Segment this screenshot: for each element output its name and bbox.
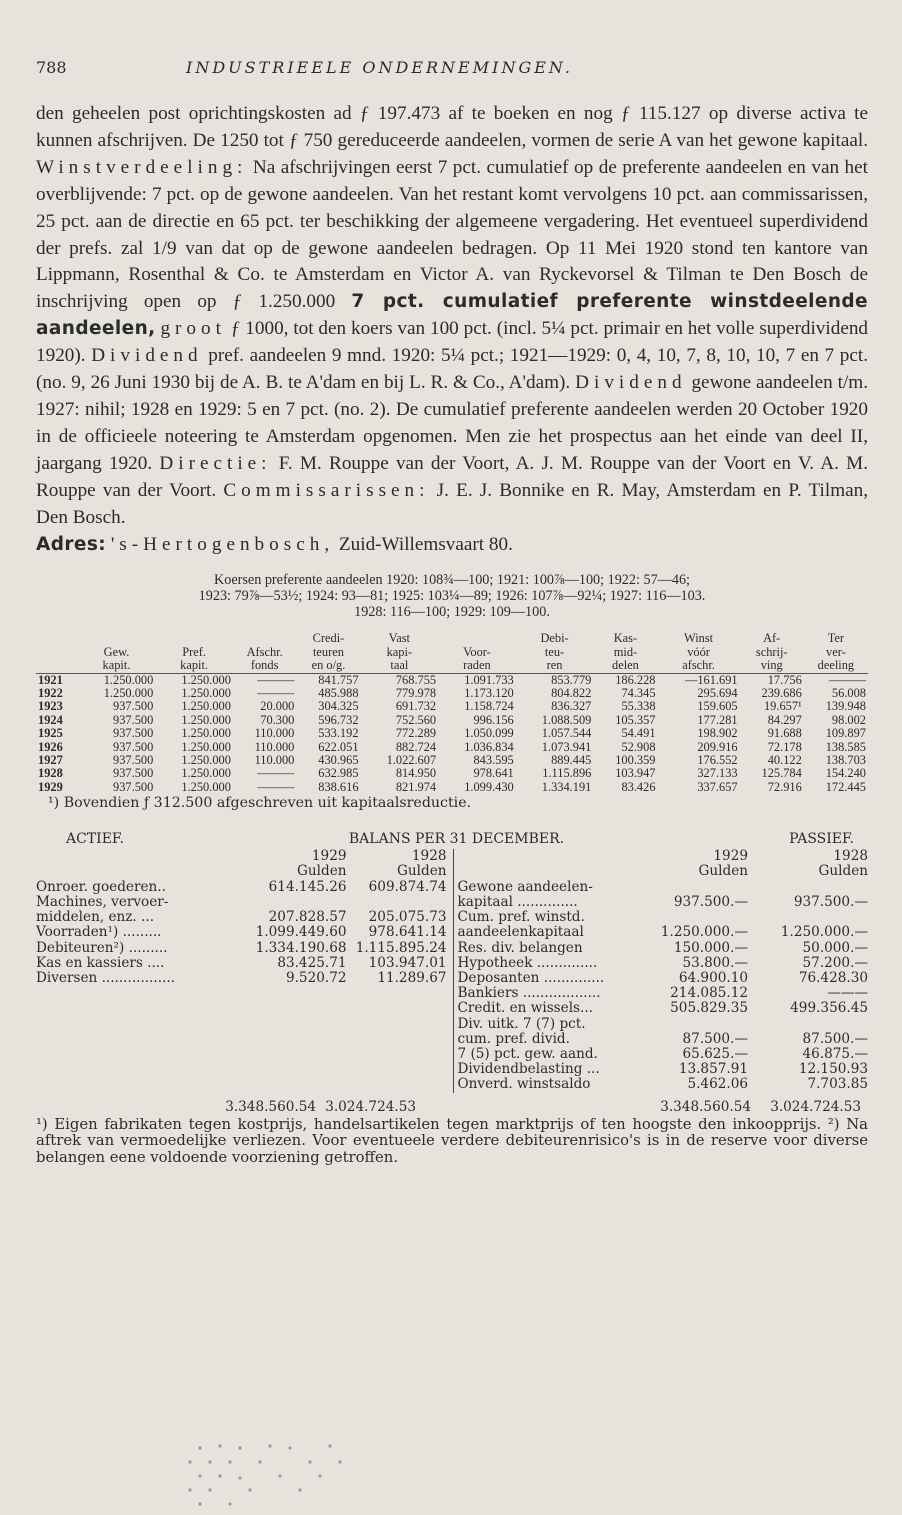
table-cell: 72.178: [767, 739, 802, 754]
fin-header-cell: Voor-: [463, 644, 491, 659]
fin-header-cell: [155, 632, 233, 645]
fin-header-cell: Pref.: [182, 644, 206, 659]
value-1928: [748, 880, 868, 895]
balance-row: [458, 1077, 869, 1092]
table-cell: 772.289: [395, 726, 437, 741]
value-1929: 13.857.91: [678, 1061, 748, 1078]
value-1928: [748, 910, 868, 925]
value-1928: 12.150.93: [798, 1061, 868, 1078]
table-cell: 430.965: [318, 753, 359, 768]
table-cell: 186.228: [615, 672, 656, 687]
table-cell: 100.359: [615, 753, 656, 768]
table-cell: 1.115.896: [542, 766, 592, 781]
table-row: [36, 687, 868, 700]
table-cell: 74.345: [621, 686, 656, 701]
year-header-row: [458, 849, 869, 864]
balance-row: [36, 895, 447, 910]
table-cell: 84.297: [767, 712, 802, 727]
passief-rows: [458, 880, 869, 1093]
passief-column: [454, 849, 869, 1092]
table-cell: 996.156: [473, 712, 514, 727]
unit-header-row: [458, 864, 869, 879]
table-cell: 937.500: [113, 726, 154, 741]
balance-row: [458, 925, 869, 940]
table-cell: 110.000: [254, 753, 295, 768]
value-1928: 978.641.14: [368, 924, 447, 941]
fin-header-cell: Winst: [684, 631, 714, 646]
row-year: 1923: [38, 699, 63, 714]
balance-row: [458, 1047, 869, 1062]
table-cell: 1.073.941: [541, 739, 592, 754]
year-1928: 1928: [411, 848, 447, 865]
table-cell: 1.173.120: [464, 686, 514, 701]
body-part-3: ƒ 1000, tot den koers van 100 pct. (incl. 5¼ pct. primair en het volle superdividend 1920).: [36, 318, 869, 367]
value-1929: 53.800.—: [682, 954, 748, 971]
balance-label: Onroer. goederen..: [36, 879, 166, 895]
table-cell: 109.897: [825, 726, 866, 741]
value-1928: 7.703.85: [807, 1076, 868, 1093]
dividend-gew-label: Dividend: [575, 372, 687, 394]
body-text: [36, 101, 868, 558]
balance-totals: [36, 1099, 868, 1115]
fin-header-cell: en o/g.: [296, 659, 360, 673]
table-cell: 814.950: [395, 766, 437, 781]
row-year: 1928: [38, 766, 63, 781]
fin-header-cell: kapit.: [78, 659, 156, 673]
balance-label: cum. pref. divid.: [457, 1031, 570, 1047]
koersen-line-2: 1923: 79⅞—53½; 1924: 93—81; 1925: 103¼—89; 1926: 107⅞—92¼; 1927: 116—103.: [198, 588, 706, 605]
balance-label: Kas en kassiers ....: [36, 955, 165, 971]
table-cell: 54.491: [621, 726, 656, 741]
table-row: [36, 781, 868, 794]
table-row: [36, 727, 868, 740]
table-cell: 19.657¹: [763, 699, 802, 714]
fin-header-cell: mid-: [613, 644, 638, 659]
value-1928: 11.289.67: [377, 969, 447, 986]
table-cell: 804.822: [551, 686, 592, 701]
value-1929: 1.334.190.68: [255, 939, 347, 956]
total-right-1928: 3.024.724.53: [770, 1098, 861, 1115]
fin-header-cell: ren: [516, 659, 594, 673]
fin-header-cell: [438, 632, 516, 645]
value-1929: 1.250.000.—: [660, 924, 748, 941]
balance-row: [458, 1062, 869, 1077]
row-year: 1929: [38, 779, 63, 794]
table-cell: 55.338: [621, 699, 656, 714]
table-cell: 937.500: [113, 739, 154, 754]
table-cell: 1.158.724: [464, 699, 514, 714]
value-1929: [252, 895, 347, 910]
row-year: 1927: [38, 753, 63, 768]
commissarissen-text: J. E. J. Bonnike en R. May, Amsterdam en P. Tilman, Den Bosch.: [36, 479, 869, 528]
value-1929: 87.500.—: [682, 1030, 748, 1047]
body-part-1: den geheelen post oprichtingskosten ad ƒ 197.473 af te boeken en nog ƒ 115.127 op diverse activa te kunnen afschrijven. De 1250 tot ƒ 750 gereduceerde aandeelen, vormen de serie A van het gewone kapitaal.: [36, 103, 868, 151]
balance-row: [36, 971, 447, 986]
fin-header-cell: Gew.: [103, 644, 130, 659]
actief-column: [36, 849, 454, 1092]
table-cell: 103.947: [615, 766, 656, 781]
fin-header-cell: kapi-: [386, 644, 413, 659]
table-cell: 139.948: [825, 699, 866, 714]
fin-header-cell: ver-: [826, 644, 846, 659]
balance-row: [36, 956, 447, 971]
table-cell: 843.595: [473, 753, 514, 768]
fin-header-cell: Afschr.: [246, 644, 283, 659]
adres-street: Zuid-Willemsvaart 80.: [338, 533, 513, 555]
table-cell: ———: [257, 686, 295, 701]
row-year: 1926: [38, 739, 63, 754]
balance-label: Debiteuren²) .........: [36, 940, 168, 956]
fin-header-row-1: [36, 632, 868, 645]
value-1928: ———: [827, 985, 868, 1002]
balance-label: middelen, enz. ...: [36, 910, 155, 926]
table-cell: 1.022.607: [386, 753, 437, 768]
balance-label: Gewone aandeelen-: [457, 879, 593, 895]
fin-header-row-3: [36, 659, 868, 673]
value-1928: [748, 1017, 868, 1032]
table-cell: 937.500: [113, 779, 154, 794]
value-1928: [347, 895, 447, 910]
fin-header-cell: Vast: [388, 631, 410, 646]
value-1928: 937.500.—: [793, 893, 868, 910]
table-cell: 1.250.000: [181, 672, 231, 687]
table-cell: 691.732: [395, 699, 437, 714]
table-cell: ———: [257, 672, 295, 687]
table-cell: ———: [828, 672, 866, 687]
balance-label: Dividendbelasting ...: [457, 1062, 600, 1078]
table-cell: 1.250.000: [181, 699, 231, 714]
total-right-1929: 3.348.560.54: [660, 1098, 751, 1115]
fin-header-cell: Debi-: [540, 631, 569, 646]
fin-header-cell: teu-: [544, 644, 565, 659]
fin-header-cell: afschr.: [658, 659, 740, 673]
body-part-4: pref. aandeelen 9 mnd. 1920: 5¼ pct.; 1921—1929: 0, 4, 10, 7, 8, 10, 10, 7 en 7 pct. (no. 9, 26 Juni 1930 bij de A. B. te A'dam en bij L. R. & Co., A'dam).: [36, 345, 869, 394]
table-cell: 1.250.000: [181, 739, 231, 754]
table-cell: 1.334.191: [541, 779, 592, 794]
balance-row: [36, 941, 447, 956]
table-cell: 752.560: [395, 712, 437, 727]
directie-label: Directie:: [159, 452, 272, 474]
year-1928: 1928: [833, 848, 868, 865]
fin-header-cell: Kas-: [613, 631, 638, 646]
value-1928: 50.000.—: [802, 939, 868, 956]
table-cell: 841.757: [318, 672, 359, 687]
balance-row: [458, 941, 869, 956]
balance-footnote: ¹) Eigen fabrikaten tegen kostprijs, handelsartikelen tegen marktprijs of ten hoogste den inkoopprijs. ²) Na aftrek van vermoedelijke verliezen. Voor eventueele verdere debiteurenrisico's is in de reserve voor diverse belangen eene voldoende voorziening getroffen.: [36, 1115, 868, 1167]
row-year: 1924: [38, 712, 63, 727]
fin-header-cell: [233, 632, 296, 645]
table-cell: 20.000: [260, 699, 295, 714]
fin-header-row-2: [36, 646, 868, 659]
fin-header-cell: ving: [740, 659, 804, 673]
printed-dot-pattern: [180, 1440, 360, 1510]
issue-bold-text: 7 pct. cumulatief preferente winstdeelende aandeelen,: [36, 291, 869, 340]
table-cell: 239.686: [761, 686, 802, 701]
table-cell: 1.250.000: [181, 779, 231, 794]
fin-header-cell: schrij-: [755, 644, 788, 659]
table-cell: 1.250.000: [103, 686, 154, 701]
balance-label: Onverd. winstsaldo: [457, 1077, 591, 1093]
value-1928: 87.500.—: [802, 1030, 868, 1047]
value-1928: 46.875.—: [802, 1045, 868, 1062]
table-row: [36, 673, 868, 687]
commissarissen-label: Commissarissen:: [223, 479, 430, 501]
balance-label: Bankiers ..................: [457, 986, 601, 1002]
year-1929: 1929: [713, 848, 748, 865]
table-cell: 632.985: [318, 766, 359, 781]
table-cell: 40.122: [767, 753, 802, 768]
unit-label: Gulden: [297, 863, 347, 880]
table-cell: 937.500: [113, 753, 154, 768]
table-cell: 17.756: [767, 672, 802, 687]
value-1928: 1.250.000.—: [780, 924, 868, 941]
table-cell: 98.002: [831, 712, 866, 727]
balance-heading: [36, 831, 868, 847]
table-cell: 72.916: [767, 779, 802, 794]
value-1929: 150.000.—: [673, 939, 748, 956]
financial-table: [36, 632, 868, 794]
balance-label: Res. div. belangen: [457, 940, 583, 956]
fin-header-cell: [36, 659, 78, 673]
balance-row: [458, 1001, 869, 1016]
unit-label: Gulden: [397, 863, 447, 880]
table-cell: 838.616: [318, 779, 359, 794]
table-cell: 138.703: [825, 753, 866, 768]
row-year: 1925: [38, 726, 63, 741]
table-cell: 83.426: [621, 779, 656, 794]
table-cell: 70.300: [260, 712, 295, 727]
table-cell: —161.691: [684, 672, 738, 687]
running-title: INDUSTRIEELE ONDERNEMINGEN.: [186, 58, 573, 77]
groot-label: groot: [160, 318, 226, 340]
balance-row: [458, 986, 869, 1001]
actief-label: ACTIEF.: [66, 831, 124, 848]
value-1929: 9.520.72: [285, 969, 347, 986]
value-1928: 57.200.—: [802, 954, 868, 971]
body-part-2: Na afschrijvingen eerst 7 pct. cumulatief op de preferente aandeelen en van het overblijvende: 7 pct. op de gewone aandeelen. Van het restant komt vervolgens 10 pct. aan commissarissen, 25 pct. aan de directie en 65 pct. ter beschikking der algemeene vergadering. Het eventueel superdividend der prefs. zal 1/9 van dat op de gewone aandeelen bedragen. Op 11 Mei 1920 stond ten kantore van Lippmann, Rosenthal & Co. te Amsterdam en Victor A. van Ryckevorsel & Tilman te Den Bosch de inschrijving open op ƒ 1.250.000: [36, 156, 868, 313]
table-cell: 1.250.000: [181, 712, 231, 727]
table-row: [36, 714, 868, 727]
value-1928: 76.428.30: [798, 969, 868, 986]
year-1929: 1929: [311, 848, 347, 865]
table-cell: 1.250.000: [103, 672, 154, 687]
value-1929: 65.625.—: [682, 1045, 748, 1062]
balance-row: [458, 1017, 869, 1032]
row-year: 1922: [38, 686, 63, 701]
balance-row: [458, 880, 869, 895]
table-cell: 1.250.000: [181, 766, 231, 781]
row-year: 1921: [38, 672, 63, 687]
fin-header-cell: [78, 632, 156, 645]
table-cell: 172.445: [825, 779, 866, 794]
value-1928: 609.874.74: [368, 878, 447, 895]
dividend-pref-label: Dividend: [91, 345, 203, 367]
table-cell: 1.250.000: [181, 686, 231, 701]
fin-header-cell: deeling: [804, 659, 868, 673]
body-part-5: gewone aandeelen t/m. 1927: nihil; 1928 en 1929: 5 en 7 pct. (no. 2). De cumulatief preferente aandeelen werden 20 October 1920 in de officieele noteering te Amsterdam opgenomen. Men zie het prospectus aan het einde van deel II, jaargang 1920.: [36, 372, 869, 474]
table-cell: 978.641: [473, 766, 514, 781]
winstverdeeling-label: Winstverdeeling:: [36, 156, 248, 178]
balance-row: [458, 956, 869, 971]
balance-label: aandeelenkapitaal: [457, 925, 584, 941]
balance-sheet: [36, 849, 868, 1092]
year-header-row: [36, 849, 447, 864]
balance-label: 7 (5) pct. gew. aand.: [457, 1046, 598, 1062]
table-cell: 52.908: [621, 739, 656, 754]
value-1928: 499.356.45: [790, 1000, 868, 1017]
actief-rows: [36, 880, 447, 986]
fin-header-cell: vóór: [687, 644, 710, 659]
unit-header-row: [36, 864, 447, 879]
balance-label: Div. uitk. 7 (7) pct.: [457, 1016, 586, 1032]
table-cell: 853.779: [551, 672, 592, 687]
fin-header-cell: [36, 632, 78, 645]
table-cell: 304.325: [318, 699, 359, 714]
balance-label: Cum. pref. winstd.: [457, 910, 585, 926]
table-cell: 1.057.544: [541, 726, 592, 741]
table-cell: 1.050.099: [464, 726, 514, 741]
value-1929: [638, 910, 748, 925]
value-1929: 64.900.10: [678, 969, 748, 986]
table-cell: 177.281: [697, 712, 738, 727]
fin-table-body: [36, 673, 868, 794]
fin-header-cell: delen: [593, 659, 657, 673]
table-footnote: ¹) Bovendien ƒ 312.500 afgeschreven uit kapitaalsreductie.: [48, 795, 472, 812]
balance-label: Diversen .................: [36, 970, 176, 986]
value-1928: 1.115.895.24: [355, 939, 447, 956]
balance-row: [36, 910, 447, 925]
balance-row: [458, 1032, 869, 1047]
value-1929: 937.500.—: [673, 893, 748, 910]
table-cell: 821.974: [395, 779, 437, 794]
table-cell: ———: [257, 766, 295, 781]
balance-title: BALANS PER 31 DECEMBER.: [348, 831, 565, 848]
fin-header-cell: [36, 646, 78, 659]
table-row: [36, 754, 868, 767]
table-cell: 1.036.834: [464, 739, 514, 754]
balance-label: Hypotheek ..............: [457, 955, 598, 971]
balance-row: [36, 880, 447, 895]
table-cell: 622.051: [318, 739, 359, 754]
total-left-1929: 3.348.560.54: [225, 1098, 316, 1115]
value-1929: 83.425.71: [277, 954, 347, 971]
table-cell: 779.978: [395, 686, 437, 701]
table-cell: 836.327: [551, 699, 592, 714]
table-cell: 937.500: [113, 766, 154, 781]
adres-city: 's-Hertogenbosch,: [110, 533, 335, 555]
fin-header-cell: Af-: [763, 631, 781, 646]
table-cell: 91.688: [767, 726, 802, 741]
directie-text: F. M. Rouppe van der Voort, A. J. M. Rouppe van der Voort en V. A. M. Rouppe van der Voort.: [36, 452, 868, 501]
value-1929: 5.462.06: [687, 1076, 748, 1093]
value-1928: 103.947.01: [368, 954, 447, 971]
table-cell: ———: [257, 779, 295, 794]
balance-label: Deposanten ..............: [457, 970, 605, 986]
value-1929: 214.085.12: [670, 985, 748, 1002]
balance-label: Credit. en wissels...: [457, 1001, 593, 1017]
table-cell: 1.250.000: [181, 726, 231, 741]
page-header: [36, 58, 868, 77]
table-cell: 937.500: [113, 712, 154, 727]
table-cell: 889.445: [551, 753, 592, 768]
table-cell: 337.657: [697, 779, 738, 794]
table-cell: 138.585: [825, 739, 866, 754]
balance-row: [458, 895, 869, 910]
table-cell: 110.000: [254, 739, 295, 754]
fin-header-cell: raden: [438, 659, 516, 673]
value-1929: 1.099.449.60: [255, 924, 347, 941]
table-cell: 105.357: [615, 712, 656, 727]
table-cell: 176.552: [697, 753, 738, 768]
table-cell: 198.902: [697, 726, 738, 741]
passief-label: PASSIEF.: [789, 831, 854, 848]
table-row: [36, 767, 868, 780]
unit-label: Gulden: [698, 863, 748, 880]
balance-row: [458, 910, 869, 925]
fin-header-cell: fonds: [233, 659, 296, 673]
koersen-line-3: 1928: 116—100; 1929: 109—100.: [354, 604, 550, 621]
table-cell: 159.605: [697, 699, 738, 714]
fin-header-cell: teuren: [312, 644, 344, 659]
page-number: 788: [36, 58, 67, 77]
table-cell: 485.988: [318, 686, 359, 701]
fin-header-cell: taal: [361, 659, 439, 673]
value-1928: 205.075.73: [368, 909, 447, 926]
value-1929: 207.828.57: [268, 909, 347, 926]
koersen-block: [36, 572, 868, 620]
balance-row: [36, 925, 447, 940]
balance-label: Voorraden¹) .........: [36, 925, 162, 941]
table-cell: 596.732: [318, 712, 359, 727]
table-row: [36, 741, 868, 754]
table-cell: 1.250.000: [181, 753, 231, 768]
fin-header-cell: Ter: [827, 631, 845, 646]
adres-label: Adres:: [36, 533, 107, 555]
table-cell: 533.192: [318, 726, 359, 741]
table-cell: 1.099.430: [464, 779, 514, 794]
table-cell: 110.000: [254, 726, 295, 741]
balance-row: [458, 971, 869, 986]
table-cell: 1.088.509: [541, 712, 592, 727]
table-cell: 1.091.733: [464, 672, 514, 687]
fin-header-cell: Credi-: [312, 631, 345, 646]
table-cell: 327.133: [697, 766, 738, 781]
table-cell: 56.008: [831, 686, 866, 701]
koersen-line-1: Koersen preferente aandeelen 1920: 108¾—100; 1921: 100⅞—100; 1922: 57—46;: [214, 572, 690, 589]
balance-label: Machines, vervoer-: [36, 894, 169, 910]
table-cell: 768.755: [395, 672, 437, 687]
balance-label: kapitaal ..............: [457, 894, 578, 910]
table-cell: 125.784: [761, 766, 802, 781]
value-1929: 614.145.26: [268, 878, 347, 895]
table-row: [36, 700, 868, 713]
table-cell: 295.694: [697, 686, 738, 701]
value-1929: 505.829.35: [670, 1000, 748, 1017]
value-1929: [638, 1017, 748, 1032]
value-1929: [638, 880, 748, 895]
total-left-1928: 3.024.724.53: [325, 1098, 416, 1115]
fin-header-cell: kapit.: [155, 659, 233, 673]
unit-label: Gulden: [818, 863, 868, 880]
table-cell: 209.916: [697, 739, 738, 754]
table-cell: 937.500: [113, 699, 154, 714]
table-cell: 154.240: [825, 766, 866, 781]
table-cell: 882.724: [395, 739, 437, 754]
